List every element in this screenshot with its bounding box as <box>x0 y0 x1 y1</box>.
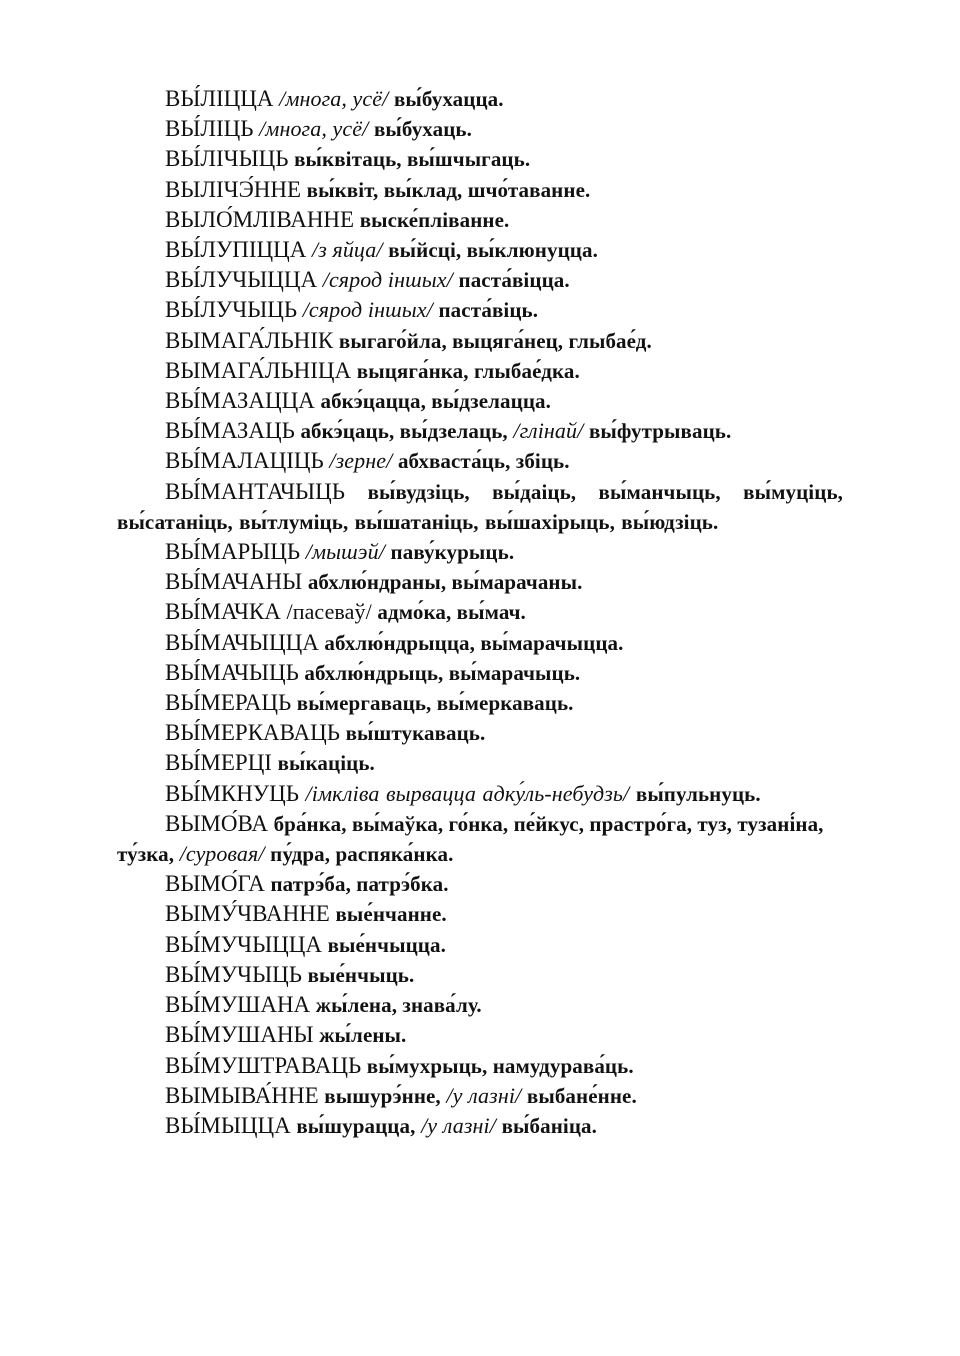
entry-headword: ВЫ́МУШТРАВАЦЬ <box>165 1052 362 1078</box>
entry-headword: ВЫ́ЛУЧЫЦЬ <box>165 297 298 323</box>
dictionary-entry <box>117 990 843 1020</box>
dictionary-entry <box>117 688 843 718</box>
entry-headword: ВЫМО́ГА <box>165 871 265 897</box>
synonyms: вы́квітаць, вы́шчыгаць. <box>294 147 531 172</box>
synonyms: паву́курыць. <box>390 540 515 565</box>
dictionary-entry <box>117 295 843 325</box>
dictionary-page <box>117 84 843 1141</box>
synonyms: вы́шурацца, <box>296 1113 416 1138</box>
entry-headword: ВЫ́ЛУЧЫЦЦА <box>165 267 318 293</box>
entry-headword: ВЫ́ЛУПІЦЦА <box>165 237 307 263</box>
dictionary-entry <box>117 235 843 265</box>
entry-headword: ВЫ́МЕРЦІ <box>165 750 272 776</box>
dictionary-entry <box>117 567 843 597</box>
dictionary-entry <box>117 386 843 416</box>
entry-headword: ВЫ́ЛІЦЬ <box>165 116 254 142</box>
synonyms: вы́баніца. <box>501 1113 597 1138</box>
dictionary-entry <box>117 1111 843 1141</box>
synonyms: пу́дра, распяка́нка. <box>270 842 454 867</box>
entry-headword: ВЫ́МАЧАНЫ <box>165 569 303 595</box>
usage-note: /многа, усё/ <box>279 86 389 111</box>
usage-note: /сярод іншых/ <box>302 297 433 323</box>
entry-headword: ВЫ́МАРЫЦЬ <box>165 539 301 565</box>
entry-headword: ВЫМУ́ЧВАННЕ <box>165 901 330 927</box>
entry-headword: ВЫ́МУЧЫЦЦА <box>165 931 322 957</box>
synonyms: вы́пульнуць. <box>635 781 761 806</box>
usage-note: /у лазні/ <box>421 1112 496 1138</box>
synonyms: вы́йсці, вы́клюнуцца. <box>388 238 598 263</box>
dictionary-entry <box>117 356 843 386</box>
entry-headword: ВЫ́ЛІЧЫЦЬ <box>165 146 289 172</box>
synonyms: вы́каціць. <box>277 751 375 776</box>
synonyms: патрэ́ба, патрэ́бка. <box>270 872 449 897</box>
dictionary-entry <box>117 326 843 356</box>
dictionary-entry <box>117 779 843 809</box>
synonyms: выгаго́йла, выцяга́нец, глыбае́д. <box>338 328 652 353</box>
dictionary-entry <box>117 205 843 235</box>
usage-note: /сярод іншых/ <box>322 267 453 293</box>
synonyms: абкэ́цаць, вы́дзелаць, <box>300 419 508 444</box>
entry-headword: ВЫ́МАЧКА <box>165 599 281 625</box>
dictionary-entry <box>117 175 843 205</box>
entry-headword: ВЫ́МАЧЫЦЬ <box>165 659 299 685</box>
entry-headword: ВЫМАГА́ЛЬНІК <box>165 327 334 353</box>
dictionary-entry <box>117 809 843 869</box>
usage-note: /з яйца/ <box>312 237 383 263</box>
entry-headword: ВЫ́МЕРАЦЬ <box>165 690 292 716</box>
entry-headword: ВЫ́ЛІЦЦА <box>165 86 274 111</box>
dictionary-entry <box>117 537 843 567</box>
synonyms: жы́лена, знава́лу. <box>315 993 482 1018</box>
dictionary-entry <box>117 477 843 537</box>
dictionary-entry <box>117 1081 843 1111</box>
synonyms: выцяга́нка, глыбае́дка. <box>356 358 580 383</box>
usage-note: /імкліва вырвацца адку́ль-небудзь/ <box>305 780 630 806</box>
dictionary-entry <box>117 930 843 960</box>
synonyms: жы́лены. <box>319 1023 407 1048</box>
synonyms: вышурэ́нне, <box>324 1083 441 1108</box>
dictionary-entry <box>117 748 843 778</box>
dictionary-entry <box>117 628 843 658</box>
entry-headword: ВЫ́МАНТАЧЫЦЬ <box>165 478 345 504</box>
dictionary-entry <box>117 265 843 295</box>
dictionary-entry <box>117 114 843 144</box>
usage-note: /мышэй/ <box>305 539 385 565</box>
entry-headword: ВЫ́МАЧЫЦЦА <box>165 629 319 655</box>
synonyms: абкэ́цацца, вы́дзелацца. <box>320 389 551 414</box>
synonyms: паста́віць. <box>438 298 539 323</box>
synonyms: бра́нка, вы́маўка, го́нка, пе́йкус, прастро́га, туз, тузані́на, ту́зка, <box>117 811 824 867</box>
dictionary-entry <box>117 84 843 114</box>
entry-headword: ВЫМО́ВА <box>165 810 268 836</box>
synonyms: вы́мухрыць, намудурава́ць. <box>366 1053 634 1078</box>
synonyms: вы́бухацца. <box>393 87 504 111</box>
entry-headword: ВЫ́МАЛАЦІЦЬ <box>165 448 324 474</box>
entry-headword: ВЫМАГА́ЛЬНІЦА <box>165 357 352 383</box>
dictionary-entry <box>117 899 843 929</box>
entry-headword: ВЫ́МУШАНЫ <box>165 1022 314 1048</box>
synonyms: абхлю́ндрыць, вы́марачыць. <box>304 660 581 685</box>
usage-note-plain: /пасеваў/ <box>286 599 372 625</box>
synonyms: абхваста́ць, збіць. <box>397 449 570 474</box>
synonyms: вые́нчыць. <box>307 962 415 987</box>
synonyms: вые́нчыцца. <box>327 932 446 957</box>
usage-note: /глінай/ <box>513 418 584 444</box>
entry-headword: ВЫЛІЧЭ́ННЕ <box>165 176 302 202</box>
entry-headword: ВЫ́МУЧЫЦЬ <box>165 961 302 987</box>
synonyms: вые́нчанне. <box>335 902 447 927</box>
usage-note: /у лазні/ <box>446 1082 522 1108</box>
entry-headword: ВЫЛО́МЛІВАННЕ <box>165 206 355 232</box>
synonyms: вы́штукаваць. <box>345 721 486 746</box>
usage-note: /суровая/ <box>179 841 265 867</box>
entry-headword: ВЫ́МЕРКАВАЦЬ <box>165 720 340 746</box>
entry-headword: ВЫ́МАЗАЦЬ <box>165 418 295 444</box>
synonyms: паста́віцца. <box>458 268 570 293</box>
synonyms: вы́вудзіць, вы́даіць, вы́манчыць, вы́муціць, вы́сатаніць, вы́тлуміць, вы́шатаніць, вы́шахірыць, вы́юдзіць. <box>117 479 843 534</box>
dictionary-entry <box>117 1051 843 1081</box>
synonyms: абхлю́ндрыцца, вы́марачыцца. <box>324 630 624 655</box>
synonyms: вы́бухаць. <box>373 117 472 142</box>
usage-note: /многа, усё/ <box>259 116 369 142</box>
entry-headword: ВЫ́МЫЦЦА <box>165 1112 291 1138</box>
dictionary-entry <box>117 658 843 688</box>
dictionary-entry <box>117 960 843 990</box>
synonyms: вы́футрываць. <box>588 419 732 444</box>
dictionary-entry <box>117 416 843 446</box>
synonyms: выске́пліванне. <box>359 207 510 232</box>
synonyms: вы́квіт, вы́клад, шчо́таванне. <box>306 177 591 202</box>
synonyms: адмо́ка, вы́мач. <box>377 600 526 625</box>
dictionary-entry <box>117 1020 843 1050</box>
dictionary-entry <box>117 597 843 627</box>
dictionary-entry <box>117 869 843 899</box>
synonyms: абхлю́ндраны, вы́марачаны. <box>307 570 583 595</box>
entry-headword: ВЫМЫВА́ННЕ <box>165 1082 319 1108</box>
usage-note: /зерне/ <box>329 448 393 474</box>
dictionary-entry <box>117 718 843 748</box>
dictionary-entry <box>117 144 843 174</box>
entry-headword: ВЫ́МУШАНА <box>165 992 311 1018</box>
synonyms: выбане́нне. <box>526 1083 637 1108</box>
entry-headword: ВЫ́МКНУЦЬ <box>165 780 299 806</box>
synonyms: вы́мергаваць, вы́меркаваць. <box>296 691 574 716</box>
entry-headword: ВЫ́МАЗАЦЦА <box>165 388 315 414</box>
dictionary-entry <box>117 446 843 476</box>
